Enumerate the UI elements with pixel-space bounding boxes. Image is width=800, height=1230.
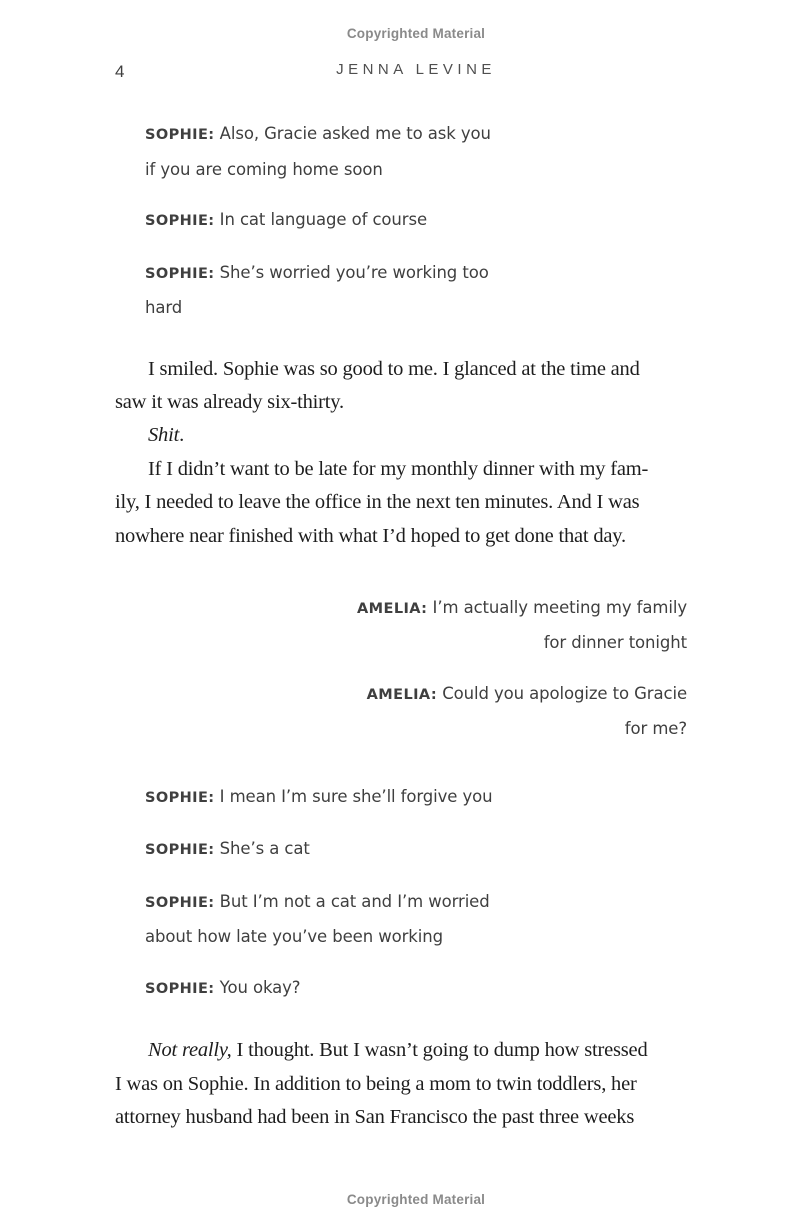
chat-message-amelia bbox=[145, 591, 687, 660]
narrative-paragraph bbox=[115, 1034, 717, 1134]
page-number: 4 bbox=[115, 62, 125, 81]
text-segment: . bbox=[179, 424, 185, 447]
page-header bbox=[115, 61, 717, 81]
text-line: I was on Sophie. In addition to being a mom to twin toddlers, her bbox=[115, 1072, 637, 1095]
message-line: SOPHIE: In cat language of course bbox=[145, 210, 428, 229]
message-line: SOPHIE: Also, Gracie asked me to ask you bbox=[145, 124, 491, 143]
copyright-notice-bottom: Copyrighted Material bbox=[346, 1192, 486, 1207]
narrative-passage bbox=[115, 353, 717, 553]
chat-message-sophie bbox=[145, 832, 687, 868]
narrative-passage bbox=[115, 1034, 717, 1134]
text-line: If I didn’t want to be late for my monthly dinner with my fam- bbox=[148, 457, 649, 480]
speaker-label: AMELIA: bbox=[366, 686, 438, 703]
chat-message-sophie bbox=[145, 203, 687, 239]
message-line: about how late you’ve been working bbox=[145, 927, 443, 947]
speaker-label: SOPHIE: bbox=[145, 789, 215, 806]
message-line: for me? bbox=[624, 719, 687, 739]
chat-message-sophie bbox=[145, 971, 687, 1007]
text-line: nowhere near finished with what I’d hoped to get done that day. bbox=[115, 524, 626, 547]
chat-message-sophie bbox=[145, 256, 687, 325]
speaker-label: SOPHIE: bbox=[145, 213, 215, 229]
narrative-paragraph bbox=[115, 453, 717, 553]
text-line: attorney husband had been in San Francisco the past three weeks bbox=[115, 1106, 635, 1129]
text-line: I smiled. Sophie was so good to me. I glanced at the time and bbox=[148, 357, 640, 380]
text-line: saw it was already six-thirty. bbox=[115, 390, 344, 413]
page-body bbox=[115, 117, 717, 1135]
speaker-label: SOPHIE: bbox=[145, 980, 215, 997]
message-line: for dinner tonight bbox=[543, 633, 687, 653]
italic-text: Shit bbox=[148, 424, 180, 447]
text-segment: I thought. But I wasn’t going to dump how stressed bbox=[231, 1039, 648, 1062]
message-line: SOPHIE: I mean I’m sure she’ll forgive you bbox=[145, 786, 493, 806]
text-line: ily, I needed to leave the office in the next ten minutes. And I was bbox=[115, 491, 640, 514]
speaker-label: SOPHIE: bbox=[145, 842, 215, 859]
speaker-label: SOPHIE: bbox=[145, 265, 215, 282]
italic-text: Not really, bbox=[148, 1039, 232, 1062]
book-page-column bbox=[115, 0, 717, 1135]
message-line: AMELIA: I’m actually meeting my family bbox=[357, 597, 687, 617]
running-header: JENNA LEVINE bbox=[336, 61, 496, 78]
text-line bbox=[115, 419, 717, 452]
message-line: SOPHIE: You okay? bbox=[145, 977, 301, 997]
narrative-paragraph bbox=[115, 353, 717, 420]
message-line: SOPHIE: She’s worried you’re working too bbox=[145, 262, 489, 282]
chat-message-sophie bbox=[145, 117, 687, 186]
narrative-paragraph bbox=[115, 419, 717, 452]
message-line: SOPHIE: She’s a cat bbox=[145, 839, 310, 859]
message-line: if you are coming home soon bbox=[145, 159, 383, 179]
text-line bbox=[115, 1034, 717, 1067]
message-line: hard bbox=[145, 298, 183, 317]
speaker-label: SOPHIE: bbox=[145, 894, 215, 911]
copyright-notice-top: Copyrighted Material bbox=[346, 26, 486, 41]
chat-message-amelia bbox=[145, 677, 687, 746]
chat-message-sophie bbox=[145, 885, 687, 954]
chat-message-sophie bbox=[145, 780, 687, 816]
speaker-label: SOPHIE: bbox=[145, 127, 215, 143]
message-line: SOPHIE: But I’m not a cat and I’m worried bbox=[145, 891, 490, 911]
speaker-label: AMELIA: bbox=[357, 600, 428, 617]
message-line: AMELIA: Could you apologize to Gracie bbox=[366, 683, 687, 703]
